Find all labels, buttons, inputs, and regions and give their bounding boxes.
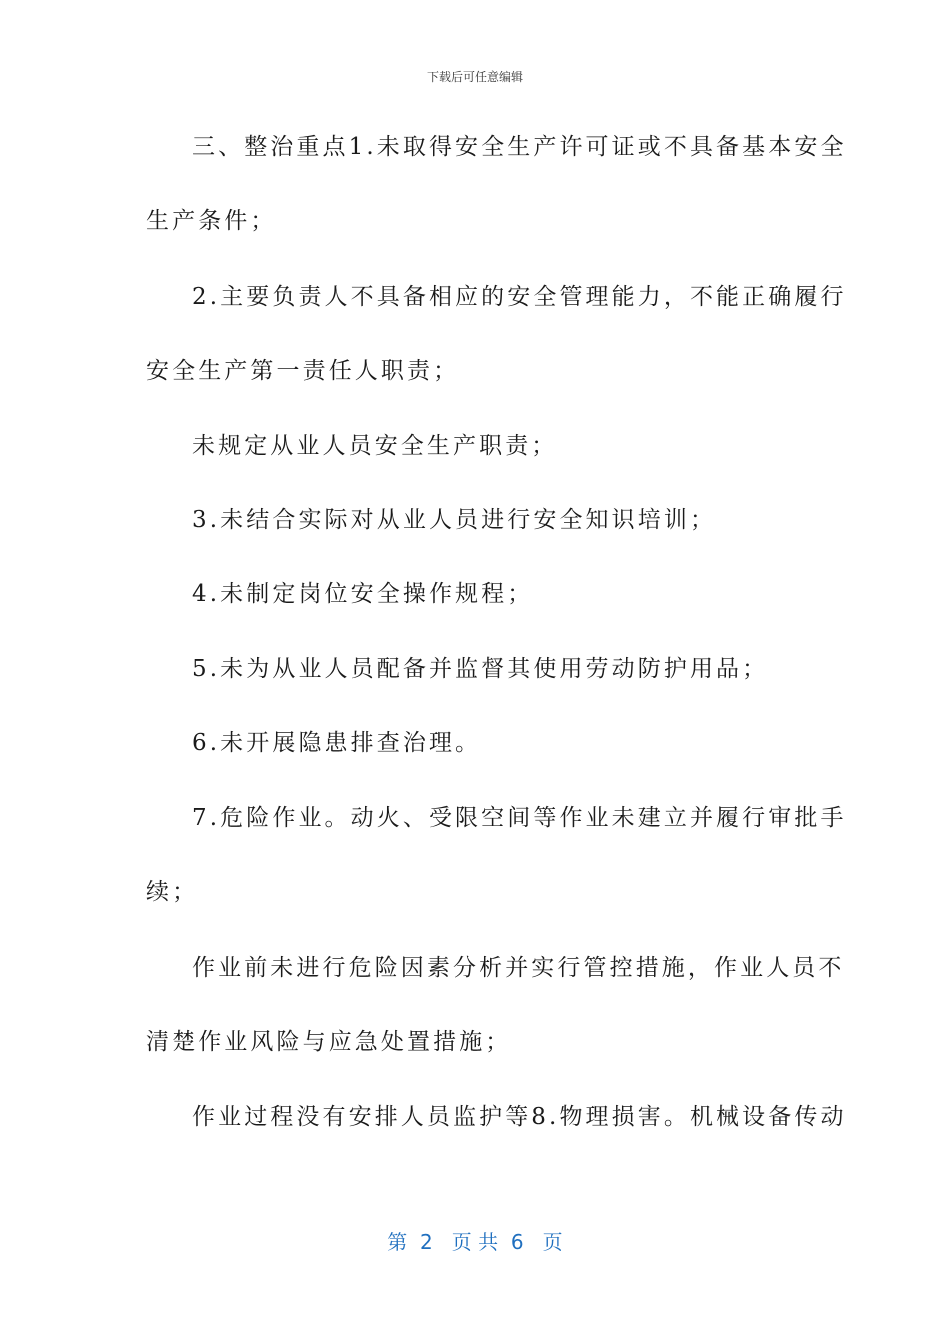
paragraph-10-line-1: 作业过程没有安排人员监护等8.物理损害。机械设备传动 xyxy=(192,1104,847,1130)
paragraph-6-line-1: 5.未为从业人员配备并监督其使用劳动防护用品； xyxy=(192,656,769,682)
paragraph-8-line-2: 续； xyxy=(146,879,199,905)
paragraph-4-line-1: 3.未结合实际对从业人员进行安全知识培训； xyxy=(192,507,717,533)
paragraph-8-line-1: 7.危险作业。动火、受限空间等作业未建立并履行审批手 xyxy=(192,805,847,831)
paragraph-2-line-2: 安全生产第一责任人职责； xyxy=(146,358,460,384)
page-header-note: 下载后可任意编辑 xyxy=(426,70,523,84)
paragraph-1-line-2: 生产条件； xyxy=(146,208,277,234)
paragraph-9-line-1: 作业前未进行危险因素分析并实行管控措施，作业人员不 xyxy=(192,955,845,981)
paragraph-5-line-1: 4.未制定岗位安全操作规程； xyxy=(192,581,534,607)
paragraph-2-line-1: 2.主要负责人不具备相应的安全管理能力，不能正确履行 xyxy=(192,284,847,310)
paragraph-9-line-2: 清楚作业风险与应急处置措施； xyxy=(146,1029,512,1055)
paragraph-1-line-1: 三、整治重点1.未取得安全生产许可证或不具备基本安全 xyxy=(192,134,847,160)
page-number-footer: 第 2 页 共 6 页 xyxy=(387,1230,563,1254)
paragraph-7-line-1: 6.未开展隐患排查治理。 xyxy=(192,730,482,756)
paragraph-3-line-1: 未规定从业人员安全生产职责； xyxy=(192,433,558,459)
